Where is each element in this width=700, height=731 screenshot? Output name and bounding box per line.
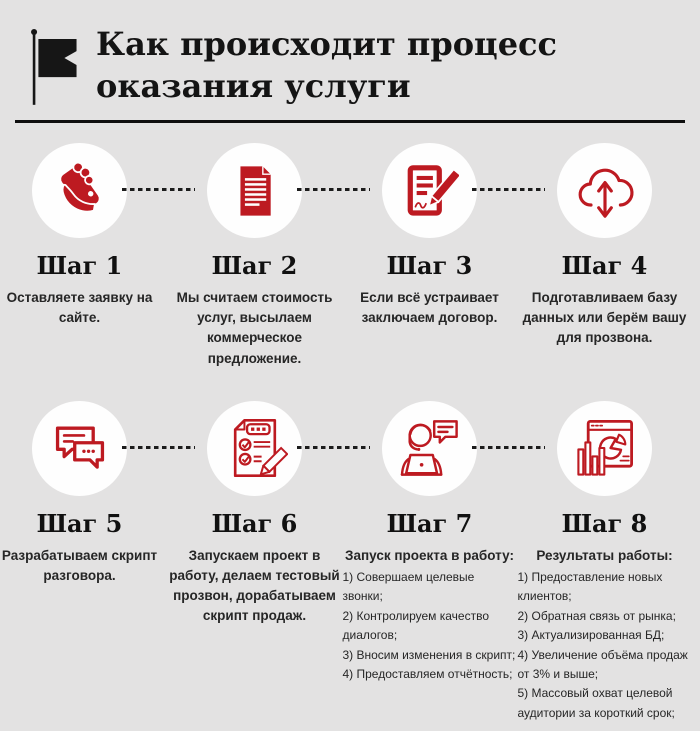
step-description: Подготавливаем базу данных или берём вашу для прозвона.: [522, 289, 687, 346]
step-4-circle: [557, 143, 652, 238]
document-icon: [227, 163, 283, 219]
list-item: 2) Контролируем качество диалогов;: [342, 608, 490, 643]
page-title: Как происходит процесс оказания услуги: [96, 25, 558, 105]
checklist-pencil-icon: [222, 415, 288, 481]
list-item: 2) Обратная связь от рынка;: [517, 608, 676, 623]
step-5: [0, 401, 167, 724]
list-item: 3) Актуализированная БД;: [517, 628, 665, 643]
step-title: Шаг 8: [561, 508, 648, 538]
list-item: 4) Увеличение объёма продаж от 3% и выше;: [517, 647, 688, 682]
header: [0, 0, 700, 110]
list-item: 5) Массовый охват целевой аудитории за короткий срок;: [517, 686, 675, 720]
hand-with-phone-icon: [50, 161, 110, 221]
step-title: Шаг 2: [211, 251, 298, 280]
list-item: 1) Предоставление новых клиентов;: [517, 569, 663, 604]
cloud-sync-icon: [570, 156, 640, 226]
step-title: Шаг 3: [386, 251, 473, 280]
dashed-connector: [122, 446, 195, 449]
step-5-circle: [32, 401, 127, 496]
step-3-circle: [382, 143, 477, 238]
step-1-circle: [32, 143, 127, 238]
dashed-connector: [297, 446, 370, 449]
dashed-connector: [472, 188, 545, 191]
step-7-list: [343, 568, 517, 685]
step-8-circle: [557, 401, 652, 496]
step-2: [167, 143, 342, 369]
step-list-intro: Запуск проекта в работу:: [345, 547, 514, 563]
chat-bubbles-icon: [47, 415, 113, 481]
step-title: Шаг 1: [36, 251, 123, 280]
step-8-list: [518, 568, 692, 724]
step-description: Если всё устраивает заключаем договор.: [360, 289, 499, 326]
step-6: [167, 401, 342, 724]
steps-row-2: [0, 401, 692, 724]
step-3: [342, 143, 517, 369]
steps-row-1: [0, 143, 692, 369]
step-description: Оставляете заявку на сайте.: [6, 289, 153, 326]
step-title: Шаг 4: [561, 251, 648, 280]
dashed-connector: [122, 188, 195, 191]
step-4: [517, 143, 692, 369]
list-item: 1) Совершаем целевые звонки;: [342, 569, 475, 604]
step-6-circle: [207, 401, 302, 496]
step-description: Запускаем проект в работу, делаем тестовый прозвон, дорабатываем скрипт продаж.: [169, 547, 340, 624]
contract-signing-icon: [401, 162, 459, 220]
step-1: [0, 143, 167, 369]
analytics-icon: [570, 413, 640, 483]
list-item: 3) Вносим изменения в скрипт;: [342, 647, 516, 662]
dashed-connector: [297, 188, 370, 191]
flag-icon: [28, 26, 80, 110]
step-8: [517, 401, 692, 724]
list-item: 4) Предоставляем отчётность;: [342, 667, 513, 682]
step-7: [342, 401, 517, 724]
step-7-circle: [382, 401, 477, 496]
step-2-circle: [207, 143, 302, 238]
step-title: Шаг 7: [386, 508, 473, 538]
step-list-intro: Результаты работы:: [536, 547, 673, 563]
dashed-connector: [472, 446, 545, 449]
step-description: Мы считаем стоимость услуг, высылаем коммерческое предложение.: [176, 289, 333, 366]
step-title: Шаг 5: [36, 508, 123, 538]
step-description: Разрабатываем скрипт разговора.: [1, 547, 158, 583]
call-operator-icon: [395, 413, 465, 483]
header-divider: [15, 120, 685, 123]
step-title: Шаг 6: [211, 508, 298, 538]
